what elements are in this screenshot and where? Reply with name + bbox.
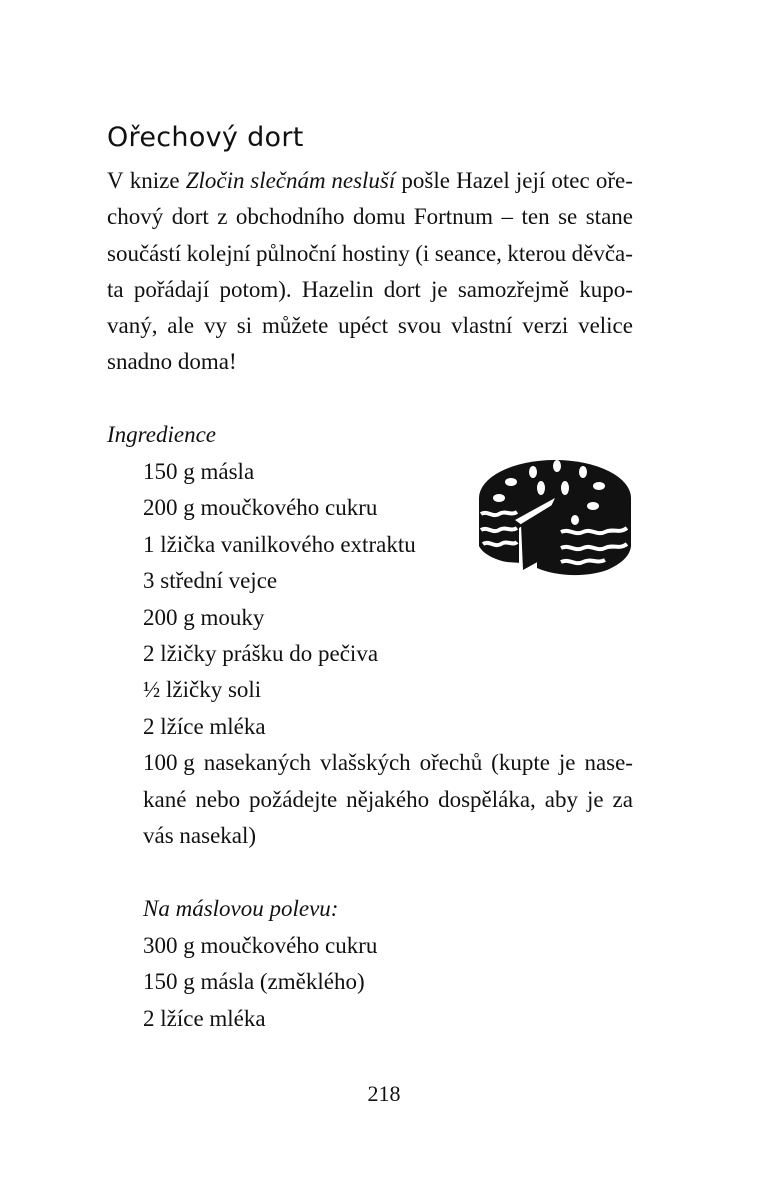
ingredient-item: 1 lžička vanilkového extraktu bbox=[143, 532, 416, 557]
intro-line-1: V knize Zločin slečnám nesluší pošle Hazel její otec ořе- bbox=[107, 166, 633, 196]
intro-line-6: snadno doma! bbox=[107, 349, 237, 374]
frosting-item: 150 g másla (změklého) bbox=[143, 969, 365, 994]
ingredient-walnuts-line-2: kané nebo požádejte nějakého dospěláka, aby je za bbox=[143, 787, 633, 812]
ingredient-item: 200 g moučkového cukru bbox=[143, 495, 378, 520]
ingredient-walnuts-line-1: 100 g nasekaných vlašských ořechů (kupte je nase- bbox=[143, 750, 633, 775]
ingredient-item: 2 lžíce mléka bbox=[143, 714, 266, 739]
intro-line-4: ta pořádají potom). Hazelin dort je samozřejmě kupo- bbox=[107, 277, 633, 302]
ingredients-heading: Ingredience bbox=[107, 422, 216, 447]
recipe-title: Ořechový dort bbox=[107, 122, 304, 153]
ingredient-item: 150 g másla bbox=[143, 459, 255, 484]
frosting-heading: Na máslovou polevu: bbox=[143, 896, 339, 921]
ingredient-item: ½ lžičky soli bbox=[143, 677, 262, 702]
frosting-item: 300 g moučkového cukru bbox=[143, 933, 378, 958]
cake-slice-icon bbox=[475, 458, 635, 582]
ingredient-item: 3 střední vejce bbox=[143, 568, 278, 593]
page-number: 218 bbox=[367, 1081, 401, 1106]
ingredient-item: 2 lžičky prášku do pečiva bbox=[143, 641, 379, 666]
intro-line-2: chový dort z obchodního domu Fortnum – ten se stane bbox=[107, 204, 633, 229]
intro-line-5: vaný, ale vy si můžete upéct svou vlastní verzi velice bbox=[107, 313, 633, 338]
ingredient-item: 200 g mouky bbox=[143, 605, 265, 630]
ingredient-walnuts-line-3: vás nasekal) bbox=[143, 823, 257, 848]
book-title: Zločin slečnám nesluší bbox=[185, 168, 396, 193]
frosting-item: 2 lžíce mléka bbox=[143, 1006, 266, 1031]
intro-line-3: součástí kolejní půlnoční hostiny (i seance, kterou děvča- bbox=[107, 241, 633, 266]
